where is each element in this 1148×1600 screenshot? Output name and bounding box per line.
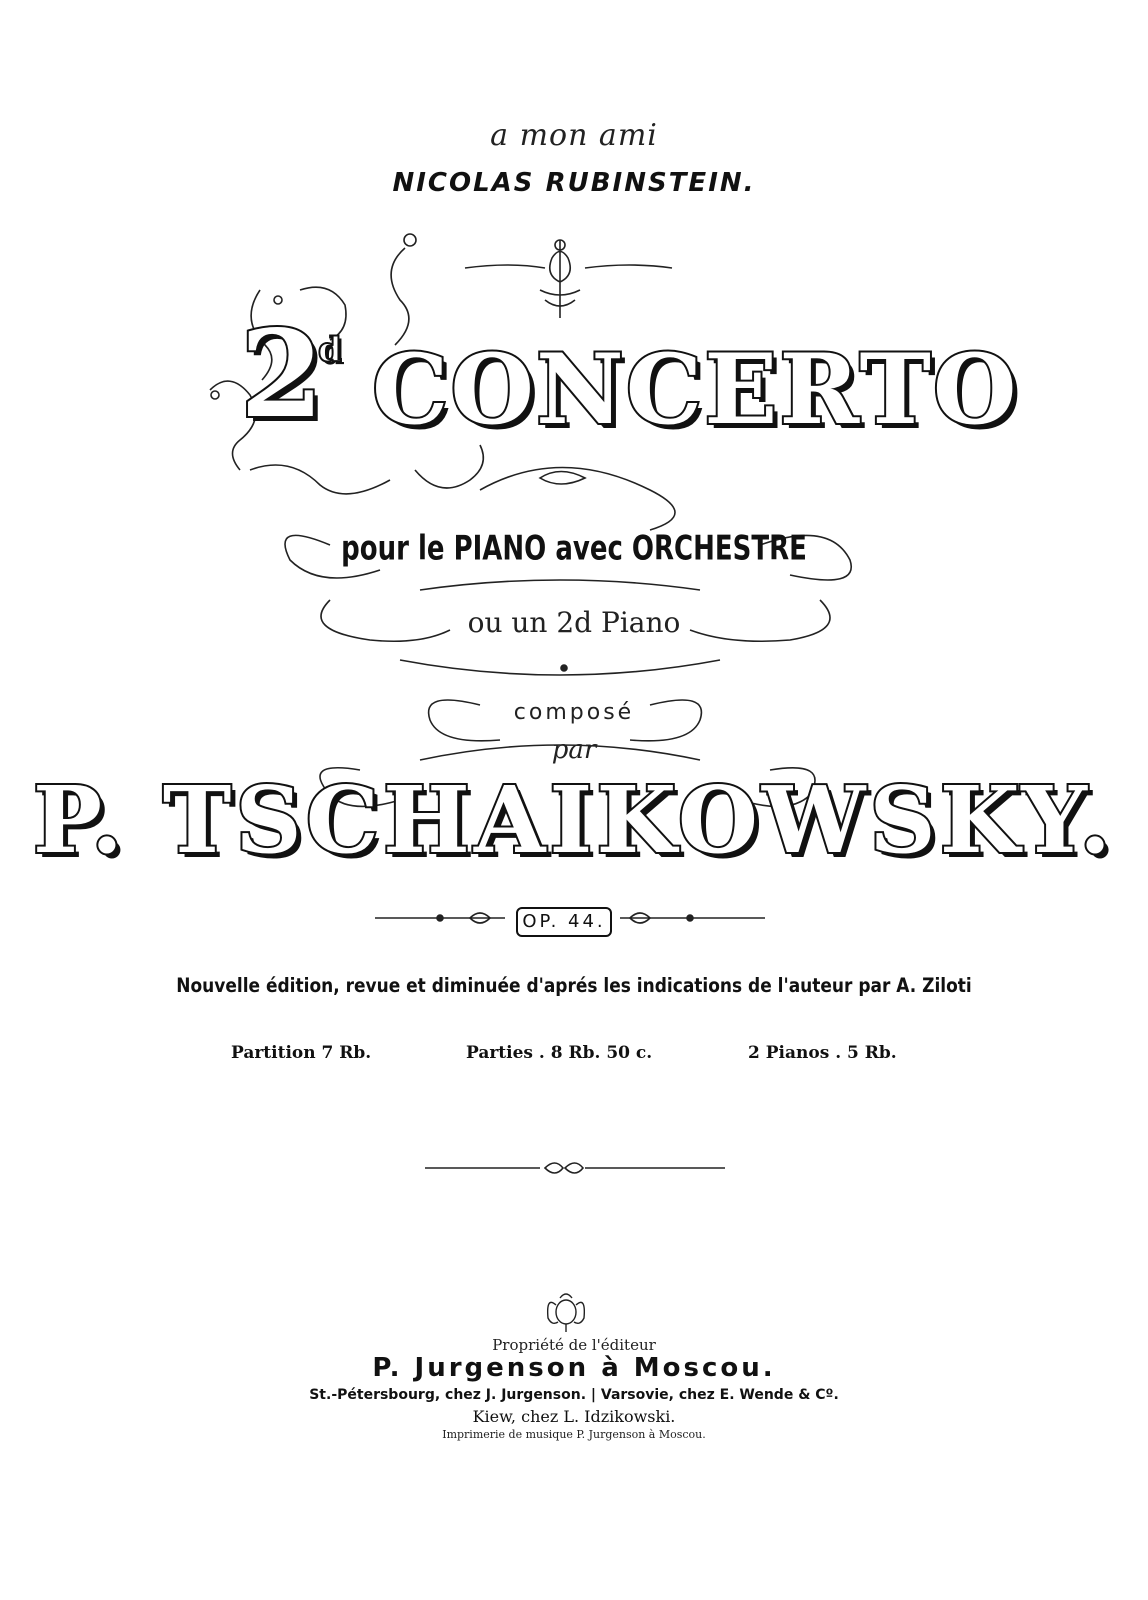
by-label: par (551, 735, 597, 765)
alternative-instrumentation: ou un 2d Piano (467, 606, 681, 639)
subtitle: pour le PIANO avec ORCHESTRE (341, 529, 807, 569)
printer-note: Imprimerie de musique P. Jurgenson à Moscou. (442, 1428, 706, 1441)
dedicatee: NICOLAS RUBINSTEIN. (392, 168, 756, 198)
edition-note: Nouvelle édition, revue et diminuée d'aprés les indications de l'auteur par A. Ziloti (176, 974, 972, 998)
title-main: CONCERTO (372, 333, 1019, 446)
opus-label: OP. 44. (516, 907, 612, 937)
price-score: Partition 7 Rb. (231, 1043, 372, 1063)
composer-name: P. TSCHAIKOWSKY. (32, 766, 1116, 874)
price-pianos: 2 Pianos . 5 Rb. (748, 1043, 897, 1063)
publisher-name: P. Jurgenson à Moscou. (372, 1353, 776, 1383)
subtitle-swirls (285, 468, 851, 676)
ownership-note: Propriété de l'éditeur (492, 1336, 656, 1354)
imperial-eagle-emblem (548, 1294, 585, 1332)
publisher-kiev: Kiew, chez L. Idzikowski. (472, 1407, 676, 1426)
divider-rule (425, 1163, 725, 1173)
dedication: a mon ami (490, 118, 658, 153)
crest-ornament (465, 240, 672, 318)
title-number: 2 (240, 304, 324, 445)
composed-label: composé (513, 700, 635, 725)
price-parts: Parties . 8 Rb. 50 c. (466, 1043, 653, 1063)
title-superscript: d (318, 330, 342, 370)
publisher-branches: St.-Pétersbourg, chez J. Jurgenson. | Varsovie, chez E. Wende & Cº. (309, 1387, 839, 1403)
